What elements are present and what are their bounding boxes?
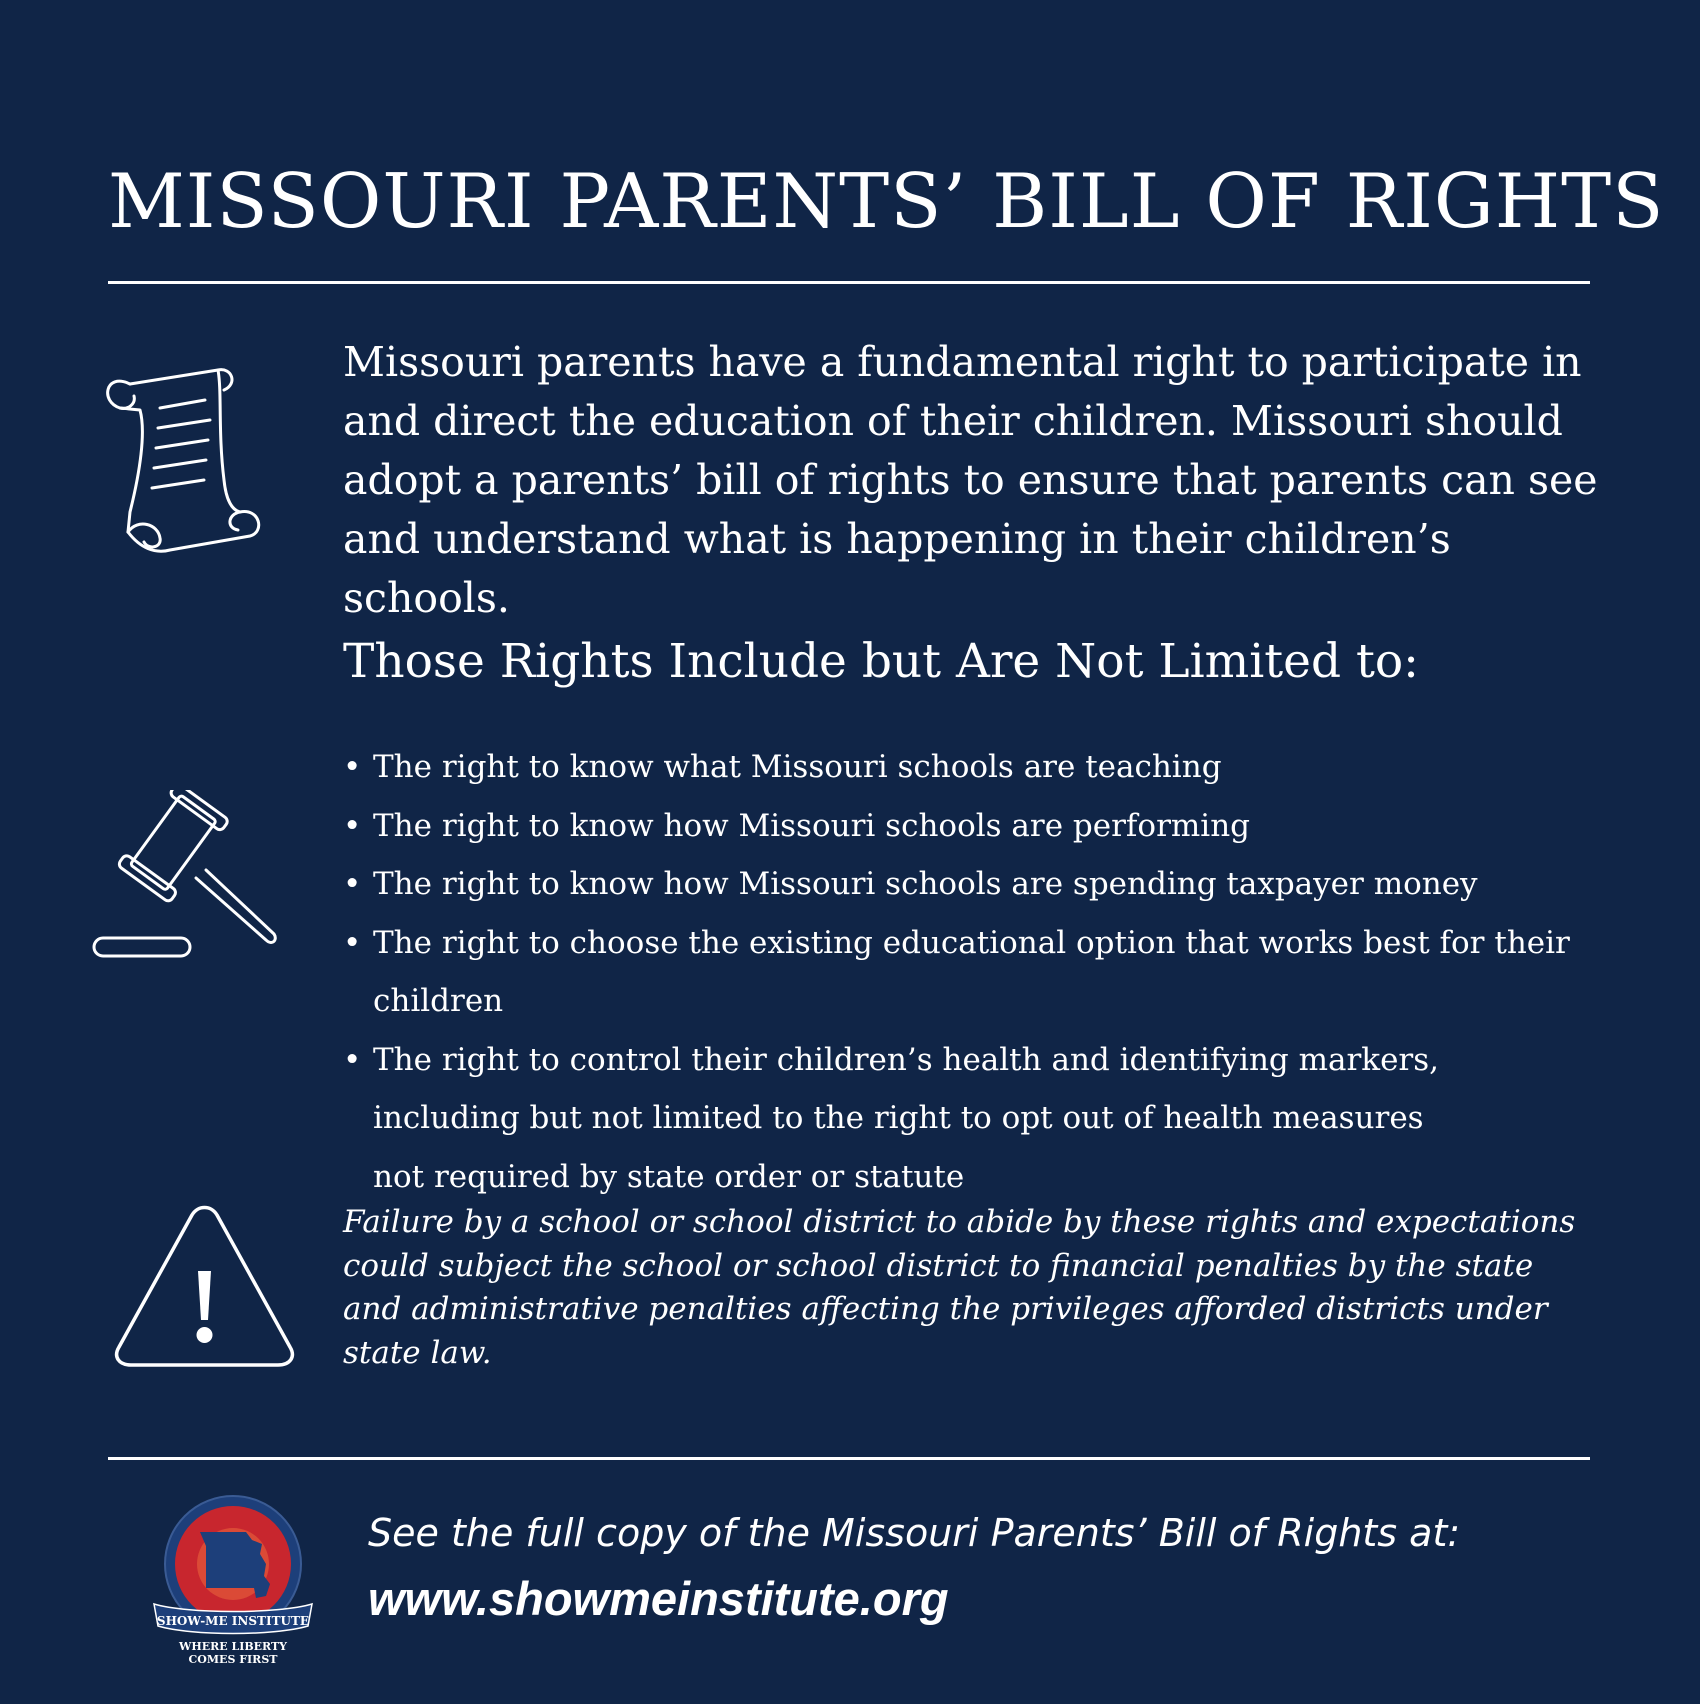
right-text: The right to choose the existing educational option that works best for their children <box>373 924 1570 1019</box>
logo-tagline-1: WHERE LIBERTY <box>178 1640 288 1653</box>
right-text: The right to know how Missouri schools are performing <box>373 807 1251 844</box>
list-item <box>343 797 1643 856</box>
bullet: • <box>343 749 362 785</box>
logo-tagline-2: COMES FIRST <box>188 1653 278 1666</box>
logo-name: SHOW-ME INSTITUTE <box>156 1614 310 1628</box>
warning-text: Failure by a school or school district to abide by these rights and expectations could subject the school or school district to financial penalties by the state and administrative penalties affecting the privileges afforded districts under state law. <box>343 1204 1576 1371</box>
rights-heading: Those Rights Include but Are Not Limited to: <box>343 634 1419 689</box>
list-item <box>343 914 1643 1031</box>
right-text: The right to control their children’s health and identifying markers, including but not limited to the right to opt out of health measures not required by state order or statute <box>373 1041 1440 1195</box>
rights-list <box>343 738 1643 1206</box>
list-item <box>343 738 1643 797</box>
bullet: • <box>343 1041 362 1078</box>
top-divider <box>108 281 1590 284</box>
right-text: The right to know how Missouri schools are spending taxpayer money <box>373 866 1478 902</box>
list-item <box>343 1031 1643 1207</box>
list-item <box>343 855 1643 914</box>
intro-paragraph: Missouri parents have a fundamental right to participate in and direct the education of their children. Missouri should adopt a parents’ bill of rights to ensure that parents can see and understand what is happening in their children’s schools. <box>343 338 1598 622</box>
page-title: MISSOURI PARENTS’ BILL OF RIGHTS <box>108 157 1665 245</box>
bullet: • <box>343 924 362 961</box>
website-link[interactable]: www.showmeinstitute.org <box>368 1572 949 1625</box>
bullet: • <box>343 866 362 902</box>
warning-icon <box>112 1205 297 1370</box>
bullet: • <box>343 807 362 844</box>
footer-prompt: See the full copy of the Missouri Parents’ Bill of Rights at: <box>368 1511 1461 1555</box>
right-text: The right to know what Missouri schools are teaching <box>373 749 1222 785</box>
scroll-icon <box>100 362 270 557</box>
show-me-institute-logo <box>148 1492 318 1667</box>
bottom-divider <box>108 1457 1590 1460</box>
gavel-icon <box>88 790 298 965</box>
